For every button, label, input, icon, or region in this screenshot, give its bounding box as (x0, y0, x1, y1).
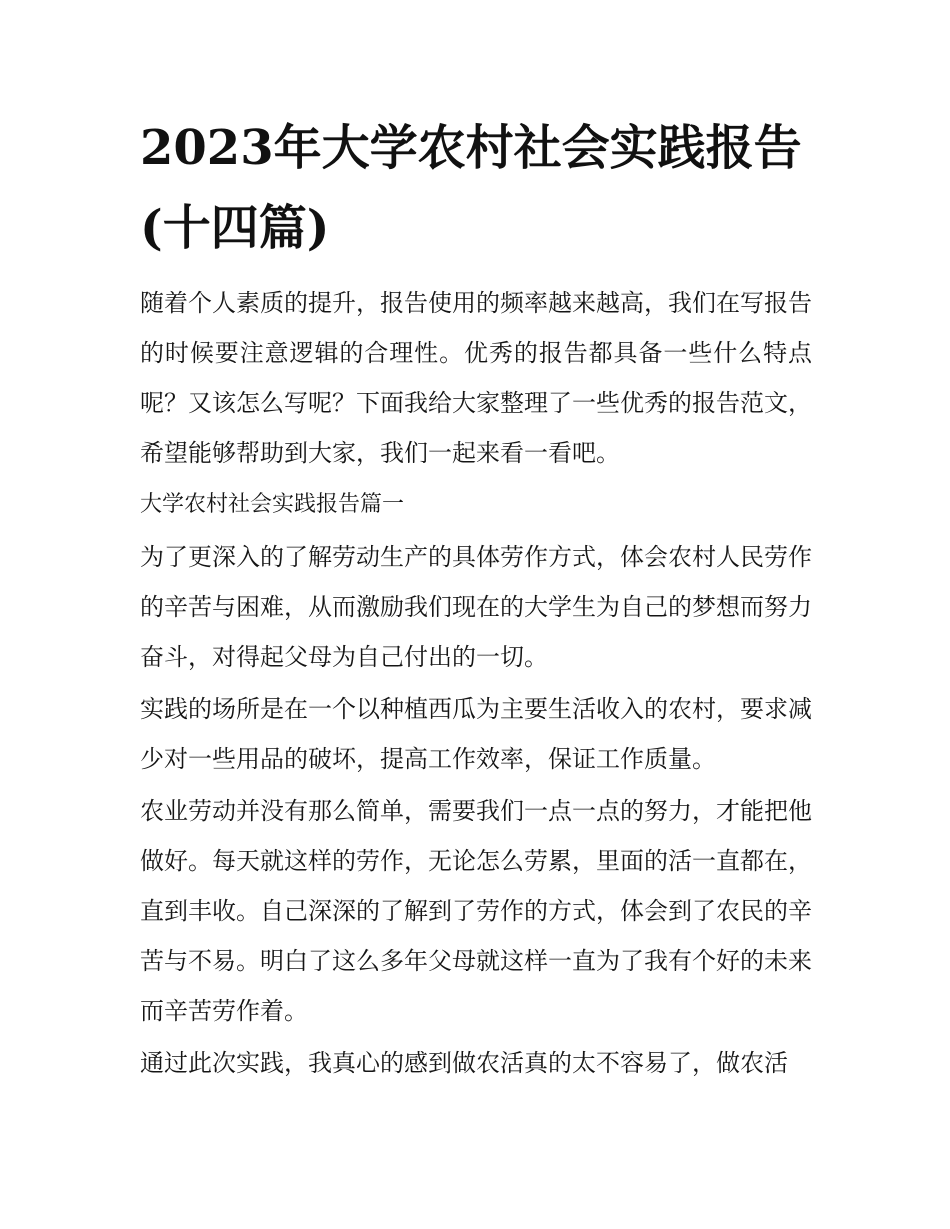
section-heading: 大学农村社会实践报告篇一 (140, 492, 405, 517)
body-paragraph-1: 为了更深入的了解劳动生产的具体劳作方式，体会农村人民劳作的辛苦与困难，从而激励我们现在的大学生为自己的梦想而努力奋斗，对得起父母为自己付出的一切。 (140, 543, 812, 671)
document-title: 2023年大学农村社会实践报告(十四篇) (140, 120, 802, 256)
body-paragraph-2: 实践的场所是在一个以种植西瓜为主要生活收入的农村，要求减少对一些用品的破坏，提高工作效率，保证工作质量。 (140, 695, 812, 773)
body-paragraph-4: 通过此次实践，我真心的感到做农活真的太不容易了，做农活 (140, 1049, 788, 1077)
document-page (140, 108, 812, 1088)
intro-paragraph: 随着个人素质的提升，报告使用的频率越来越高，我们在写报告的时候要注意逻辑的合理性。优秀的报告都具备一些什么特点呢？又该怎么写呢？下面我给大家整理了一些优秀的报告范文，希望能够帮助到大家，我们一起来看一看吧。 (140, 289, 812, 467)
body-paragraph-3: 农业劳动并没有那么简单，需要我们一点一点的努力，才能把他做好。每天就这样的劳作，无论怎么劳累，里面的活一直都在，直到丰收。自己深深的了解到了劳作的方式，体会到了农民的辛苦与不易。明白了这么多年父母就这样一直为了我有个好的未来而辛苦劳作着。 (140, 797, 812, 1025)
